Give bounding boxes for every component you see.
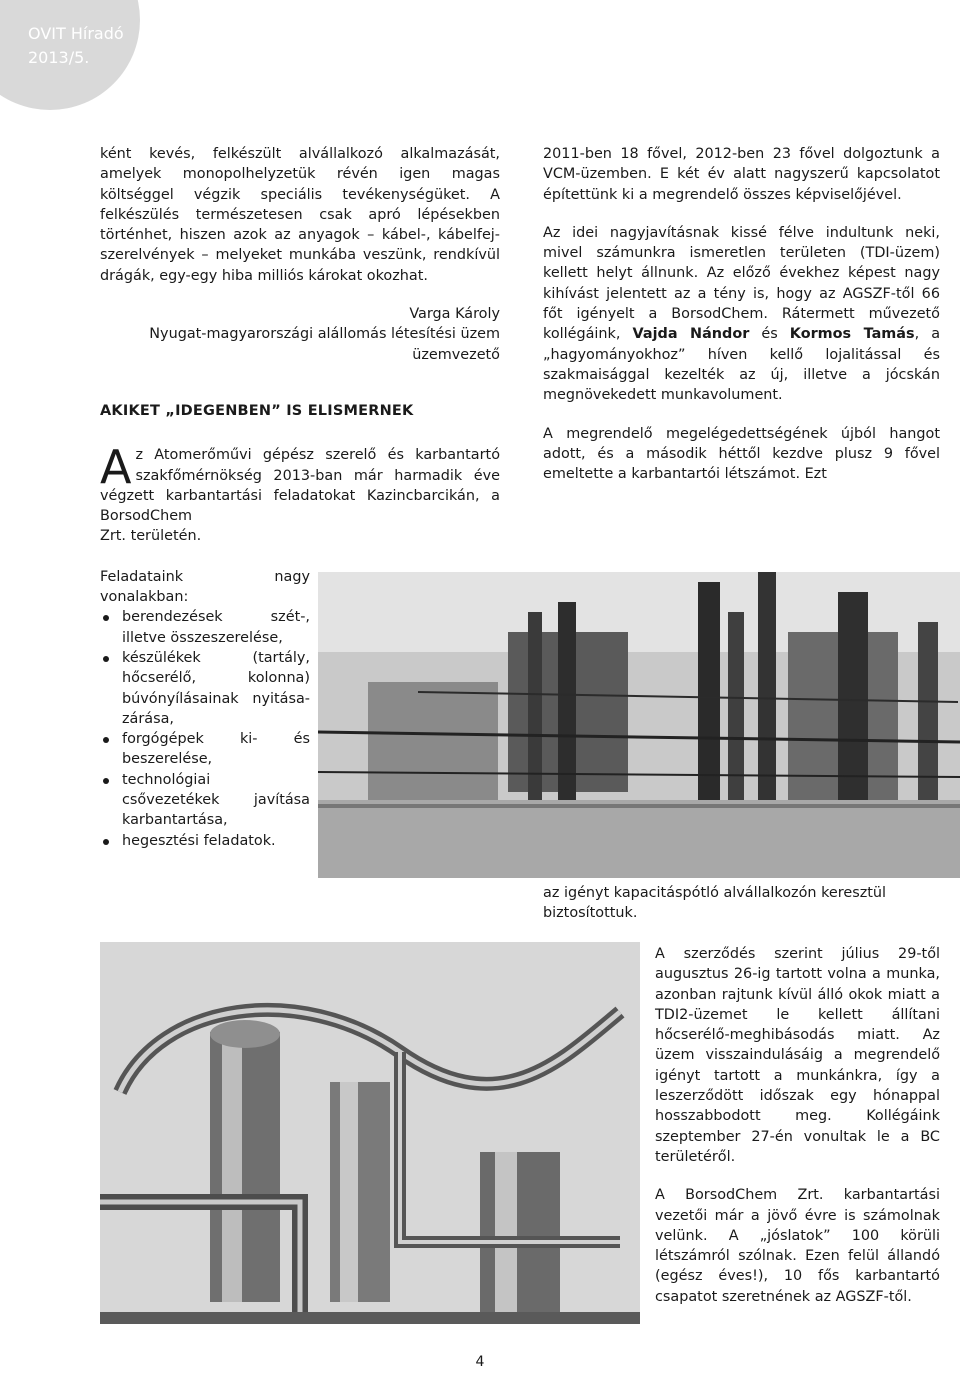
tasks-block <box>100 567 310 851</box>
right-continuation: az igényt kapacitáspótló alvállalkozón keresztül biztosítottuk. <box>543 885 887 922</box>
task-item: készülékek (tartály, hőcserélő, kolonna) búvónyílásainak nyitása-zárása, <box>100 648 310 729</box>
bottom-paragraph-2: A BorsodChem Zrt. karbantartási vezetői már a jövő évre is számolnak velünk. A „jóslatok” 100 körüli létszámról szólnak. Ezen felül állandó (egész éves!), 10 fős karbantartó csapatot szeretnének az AGSZF-től. <box>655 1187 940 1305</box>
bottom-paragraph-1: A szerződés szerint július 29-től augusztus 26-ig tartott volna a munka, azonban rajtunk kívül álló okok miatt a TDI2-üzemet le kellett állítani hőcserélő-meghibásodás miatt. Az üzem visszaindulásáig a megrendelő igényt tartott a munkánkra, így a leszerződött időszak egy hónappal hosszabbodott meg. Kollégáink szeptember 27-én vonultak le a BC területéről. <box>655 946 940 1165</box>
publication-title: OVIT Híradó <box>28 24 124 43</box>
signature-block <box>100 304 500 365</box>
intro-paragraph: ként kevés, felkészült alvállalkozó alkalmazását, amelyek monopolhelyzetük révén igen magas költséggel végzik speciális tevékenységüket. A felkészülés természetesen csak apró lépésekben történhet, hiszen azok az anyagok – kábel-, kábelfej-szerelvények – melyeket munkába veszünk, rendkívül drágák, egy-egy hiba milliós károkat okozhat. <box>100 146 500 284</box>
signature-name: Varga Károly <box>409 306 500 323</box>
tasks-intro: Feladataink nagy vonalakban: <box>100 568 310 606</box>
right-paragraph-1: 2011-ben 18 fővel, 2012-ben 23 fővel dolgoztunk a VCM-üzemben. E két év alatt nagyszerű kapcsolatot építettünk ki a megrendelő összes képviselőjével. <box>543 146 940 203</box>
signature-unit: Nyugat-magyarországi alállomás létesítési üzem <box>149 326 500 343</box>
tasks-list <box>100 607 310 851</box>
task-item: technológiai csővezetékek javítása karbantartása, <box>100 770 310 831</box>
drop-cap: A <box>100 440 132 495</box>
page-number: 4 <box>475 1354 485 1370</box>
right-column <box>543 144 940 484</box>
refinery-photo <box>318 572 960 878</box>
person-name-2: Kormos Tamás <box>789 326 915 343</box>
task-item: hegesztési feladatok. <box>100 831 310 851</box>
signature-role: üzemvezető <box>412 346 500 363</box>
header-badge <box>0 0 140 110</box>
person-name-1: Vajda Nándor <box>632 326 750 343</box>
task-item: forgógépek ki- és beszerelése, <box>100 729 310 770</box>
task-item: berendezések szét-, illetve összeszerelése, <box>100 607 310 648</box>
lead-tail: Zrt. területén. <box>100 528 202 545</box>
issue-number: 2013/5. <box>28 48 90 67</box>
lead-text: z Atomerőművi gépész szerelő és karbantartó szakfőmérnökség 2013-ban már harmadik éve végzett karbantartási feladatokat Kazincbarcikán, a BorsodChem <box>100 447 500 525</box>
right-paragraph-2-end: , a „hagyományokhoz” híven kellő lojalitással és szakmaisággal kezelték az új, illetve a jócskán megnövekedett munkavolument. <box>543 326 941 404</box>
bottom-right-column <box>655 944 940 1307</box>
header-text <box>28 22 124 70</box>
right-paragraph-3: A megrendelő megelégedettségének újból hangot adott, és a második héttől kezdve plusz 9 fővel emeltette a karbantartói létszámot. Ezt <box>543 425 940 483</box>
right-paragraph-2 <box>543 223 940 406</box>
right-paragraph-2-text: Az idei nagyjavításnak kissé félve indultunk neki, mivel számunkra ismeretlen területen (TDI-üzem) kellett helyt állnunk. Az előző évekhez képest nagy kihívást jelentett az a tény is, hogy az AGSZF-től 66 főt igényelt a BorsodChem. Rátermett művezető kollégáink, <box>543 224 940 343</box>
conjunction: és <box>761 326 778 343</box>
lead-paragraph <box>100 440 500 546</box>
section-title: AKIKET „IDEGENBEN” IS ELISMERNEK <box>100 402 414 419</box>
distillation-columns-photo <box>100 942 640 1324</box>
